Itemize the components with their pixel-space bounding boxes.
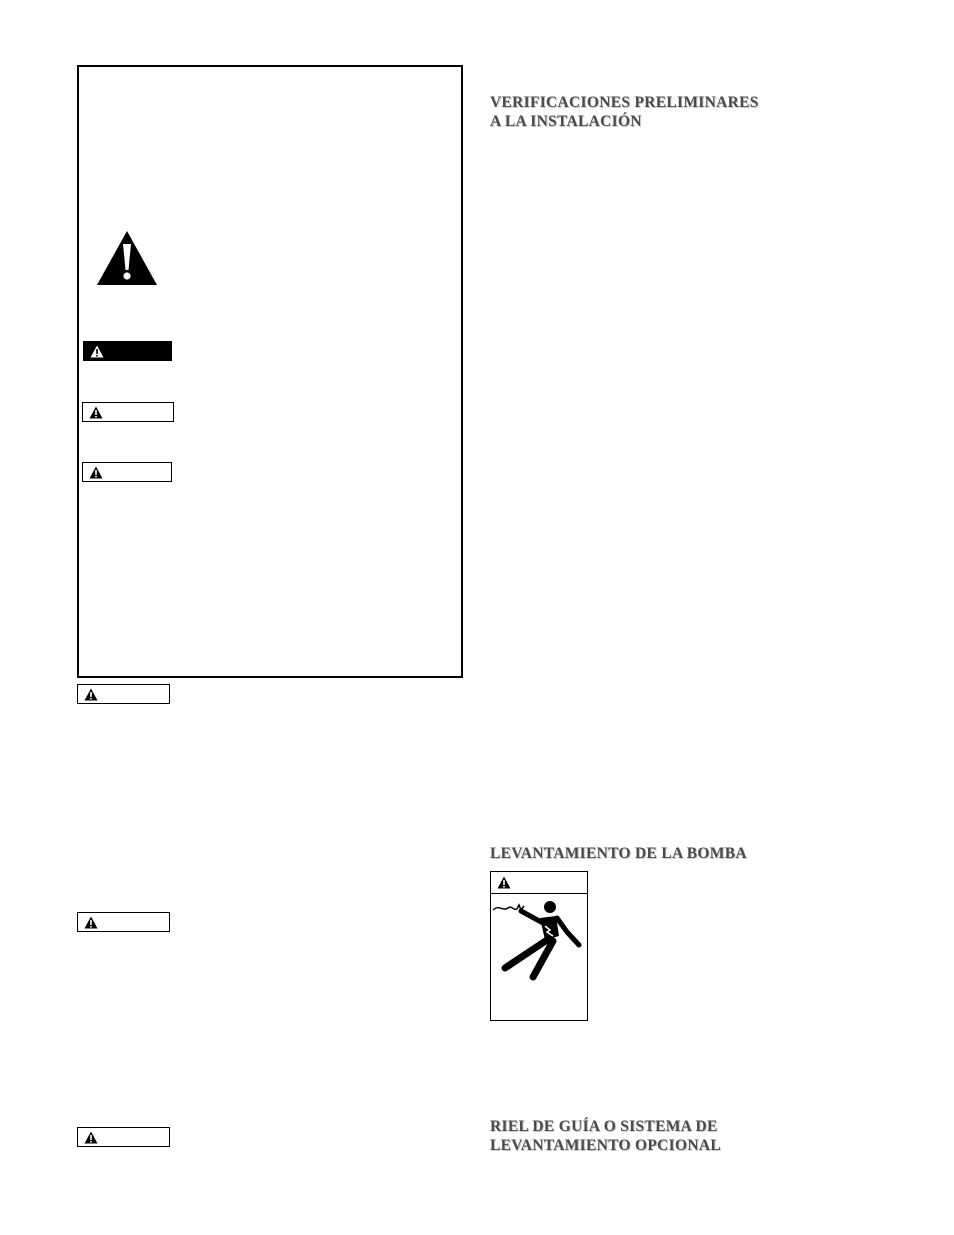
danger-signal-label <box>83 341 172 361</box>
warning-signal-label <box>77 912 170 932</box>
warning-signal-label <box>82 402 174 422</box>
heading-line: VERIFICACIONES PRELIMINARES <box>490 94 759 111</box>
small-warning-triangle-icon <box>89 466 103 479</box>
preliminary-checks-heading <box>490 93 759 131</box>
safety-alert-triangle-icon <box>96 230 158 286</box>
heading-line: LEVANTAMIENTO DE LA BOMBA <box>490 845 747 862</box>
guide-rail-heading <box>490 1117 721 1155</box>
small-warning-triangle-icon <box>84 688 98 701</box>
safety-information-box <box>77 65 463 678</box>
heading-line: RIEL DE GUÍA O SISTEMA DE <box>490 1118 718 1135</box>
heading-line: LEVANTAMIENTO OPCIONAL <box>490 1137 721 1154</box>
warning-signal-label <box>77 684 170 704</box>
pump-lifting-heading <box>490 844 747 863</box>
small-warning-triangle-icon <box>84 916 98 929</box>
warning-signal-label <box>491 872 587 894</box>
small-warning-triangle-icon <box>84 1131 98 1144</box>
heading-line: A LA INSTALACIÓN <box>490 113 642 130</box>
electrical-hazard-warning-box <box>490 871 588 1021</box>
small-warning-triangle-icon <box>90 345 104 358</box>
warning-signal-label <box>77 1127 170 1147</box>
electric-shock-icon <box>493 896 587 996</box>
small-warning-triangle-icon <box>89 406 103 419</box>
caution-signal-label <box>82 462 172 482</box>
small-warning-triangle-icon <box>497 876 511 889</box>
